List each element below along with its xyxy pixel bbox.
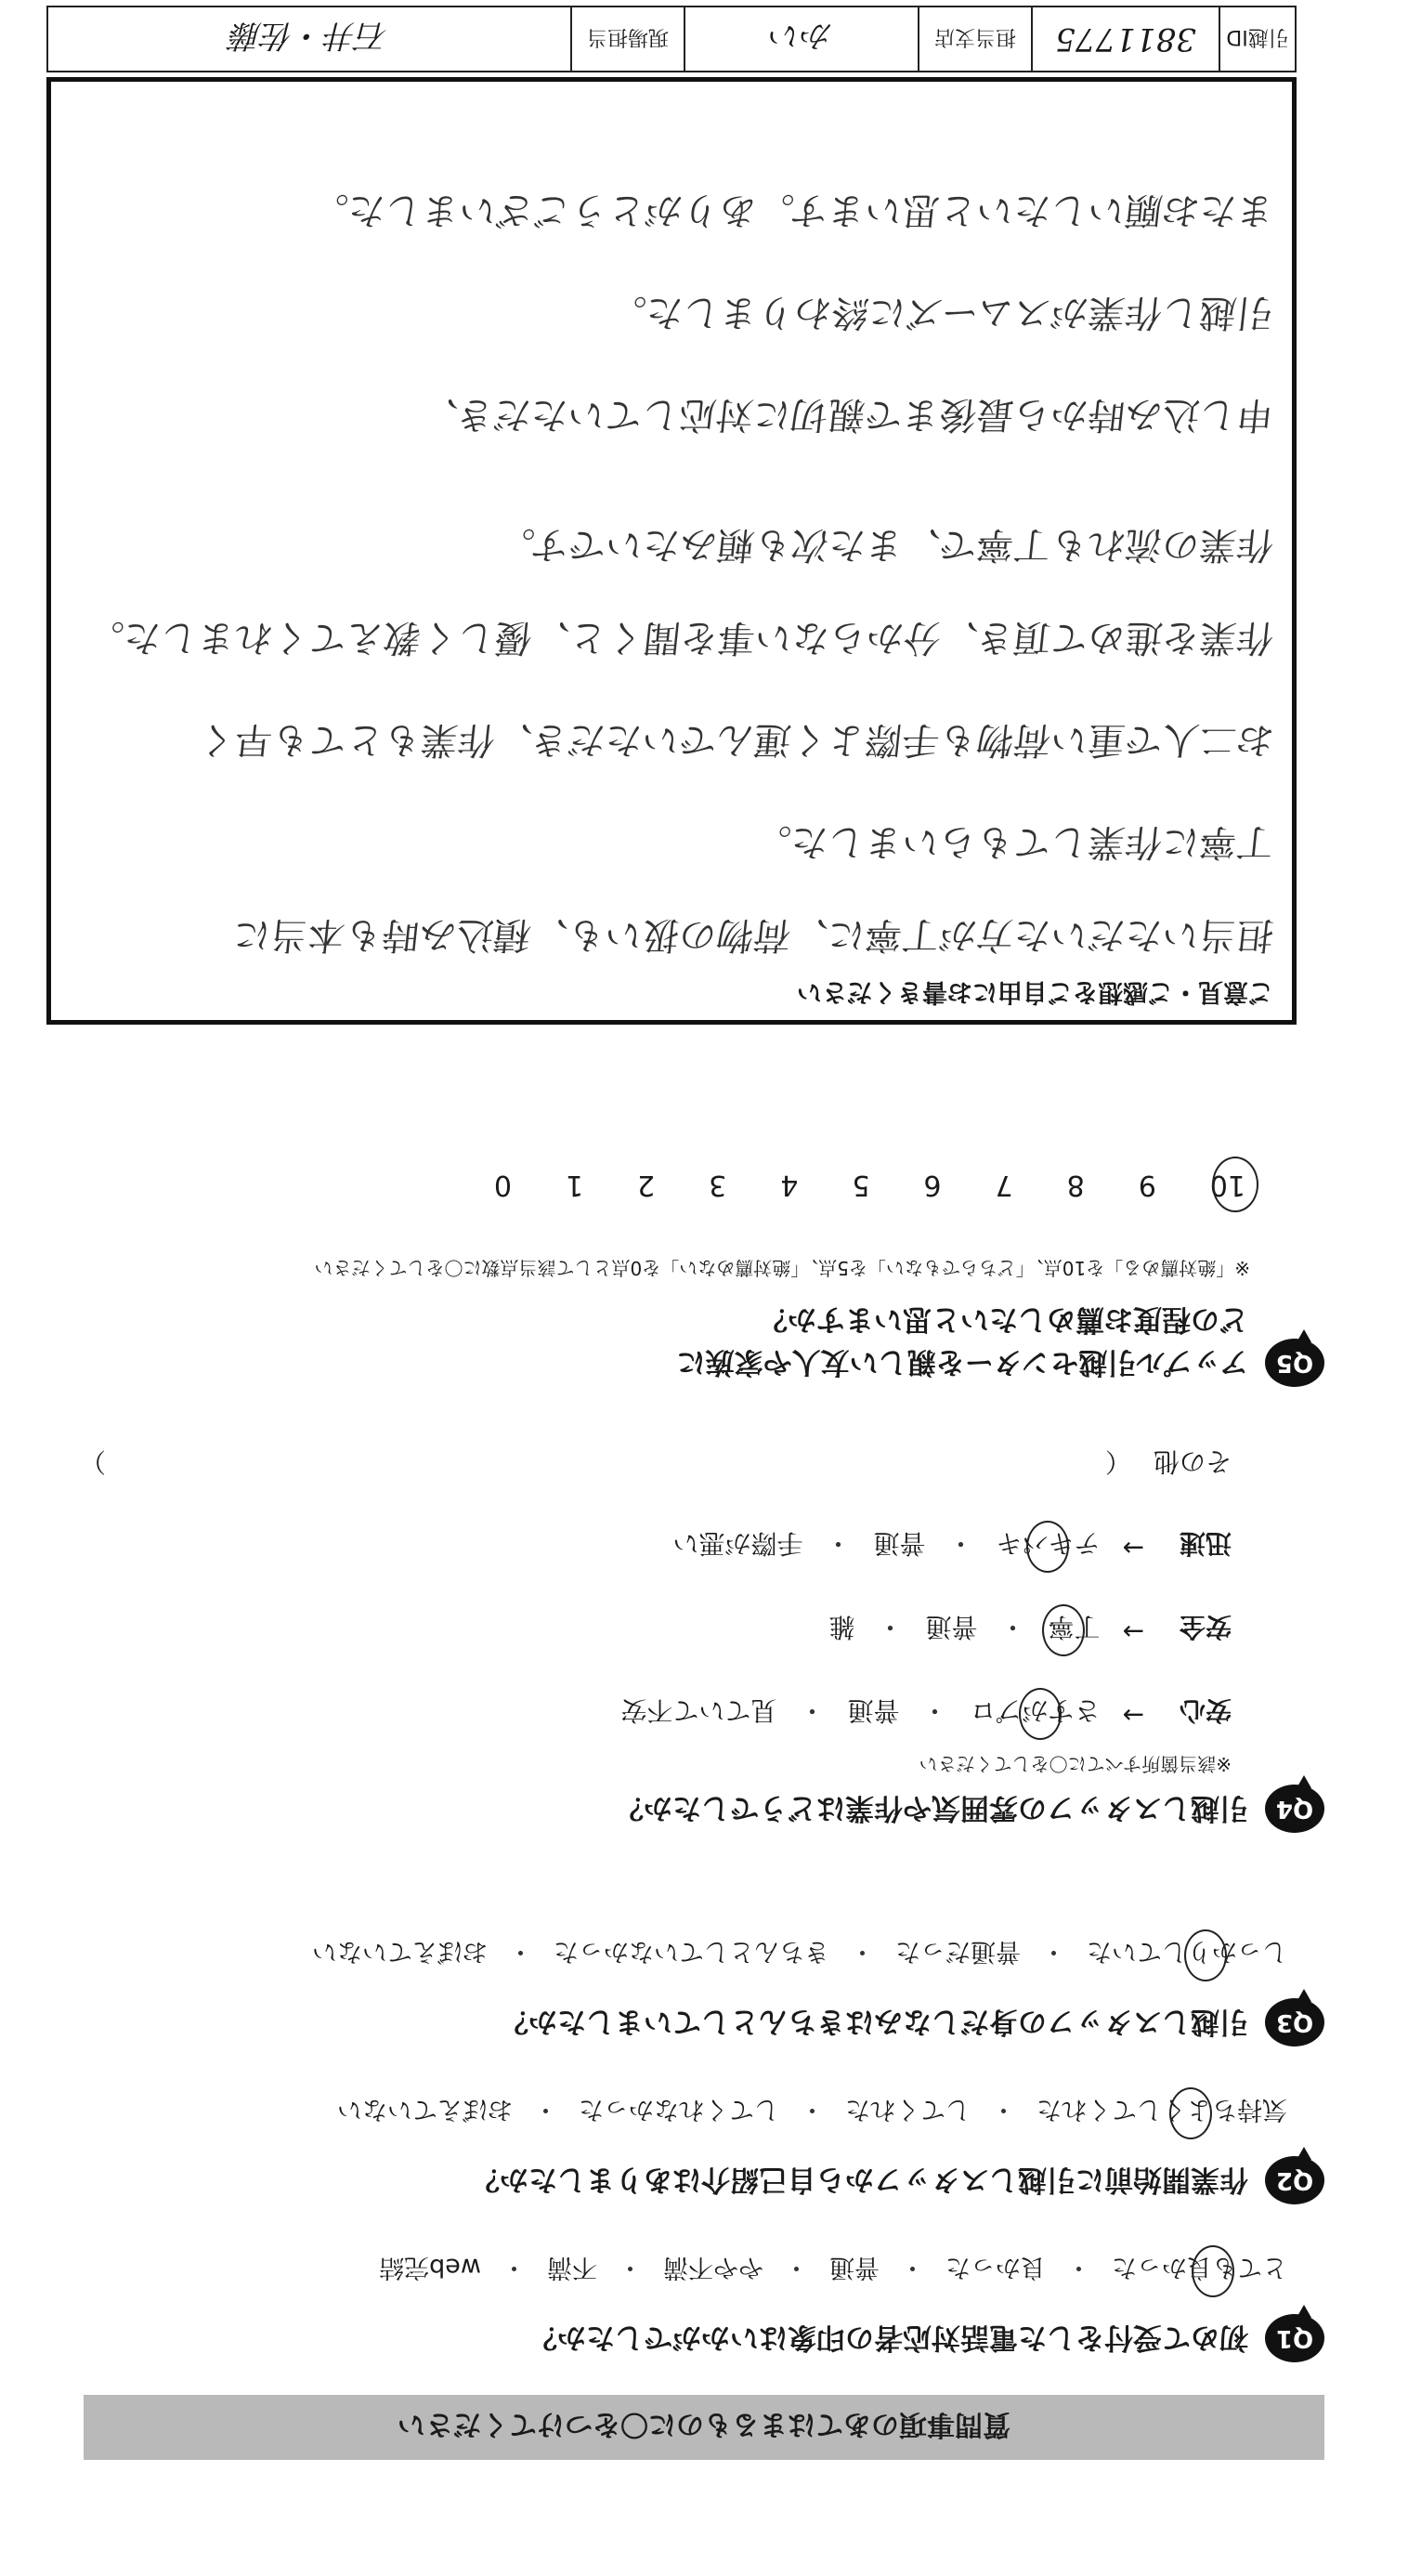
comment-line: お二人で重い荷物も手際よく運んでいただき、作業もとても早く xyxy=(195,718,1276,761)
q5-score-8[interactable]: 8 xyxy=(1066,1169,1085,1201)
q2-option-3[interactable]: おぼえていない xyxy=(337,2095,513,2124)
q4-row2-option-0[interactable]: テキパキ xyxy=(997,1526,1101,1563)
q5-score-2[interactable]: 2 xyxy=(637,1169,656,1201)
id-table xyxy=(46,6,1297,72)
comment-title: ご意見・ご感想をご自由にお書きください xyxy=(797,977,1273,1006)
q5-score-4[interactable]: 4 xyxy=(780,1169,799,1201)
q1-text: 初めて受付をした電話対応者の印象はいかがでしたか？ xyxy=(528,2321,1248,2354)
q4-row0-option-0[interactable]: さすがプロ xyxy=(971,1693,1101,1731)
arrow-icon: → xyxy=(1122,1616,1144,1647)
arrow-icon: → xyxy=(1122,1700,1144,1731)
q5-score-0[interactable]: 0 xyxy=(493,1169,512,1201)
comment-line: 申し込み時から最後まで親切に対応していただき、 xyxy=(418,393,1276,436)
comment-line: 作業の流れも丁寧で、また次も頼みたいです。 xyxy=(494,523,1276,566)
branch-value[interactable]: かい xyxy=(684,7,918,71)
question-3 xyxy=(65,1907,1324,2046)
q2-text: 作業開始前に引越しスタッフから自己紹介はありましたか？ xyxy=(471,2163,1248,2196)
q5-score-9[interactable]: 9 xyxy=(1138,1169,1156,1201)
q4-row-anzen: 安全 → 丁寧 ・ 普通 ・ 雑 xyxy=(828,1612,1232,1647)
q5-score-10[interactable]: 10 xyxy=(1209,1169,1245,1201)
q5-score-3[interactable]: 3 xyxy=(709,1169,727,1201)
q5-text-line1: アップル引越センターを親しい友人や家族に xyxy=(676,1345,1248,1379)
q1-option-2[interactable]: 普通 xyxy=(829,2253,880,2282)
q3-option-2[interactable]: きちんとしていなかった xyxy=(554,1937,829,1966)
q1-badge: Q1 xyxy=(1265,2314,1324,2362)
q3-option-1[interactable]: 普通だった xyxy=(895,1937,1021,1966)
q4-other-paren-close: ） xyxy=(80,1446,107,1477)
q4-row1-option-2[interactable]: 雑 xyxy=(828,1612,855,1642)
q1-option-5[interactable]: web完結 xyxy=(379,2253,481,2282)
q2-option-2[interactable]: してくれなかった xyxy=(579,2095,779,2124)
question-2 xyxy=(65,2065,1324,2204)
instructions-header: 質問事項のあてはまるものに〇をつけてください xyxy=(84,2395,1324,2460)
q3-text: 引越しスタッフの身だしなみはきちんとしていましたか？ xyxy=(500,2005,1248,2038)
q1-option-4[interactable]: 不満 xyxy=(547,2253,597,2282)
arrow-icon: → xyxy=(1122,1533,1144,1563)
q4-other-field[interactable] xyxy=(128,1445,1083,1482)
id-label: 引越ID xyxy=(1219,7,1295,71)
q4-other-label: その他 xyxy=(1153,1446,1232,1477)
q4-row1-option-1[interactable]: 普通 xyxy=(925,1612,978,1642)
staff-value[interactable]: 石井・佐藤 xyxy=(230,17,388,55)
q4-text: 引越しスタッフの雰囲気や作業はどうでしたか？ xyxy=(615,1791,1248,1824)
q4-row2-option-2[interactable]: 手際が悪い xyxy=(672,1528,803,1559)
q3-option-3[interactable]: おぼえていない xyxy=(312,1937,488,1966)
q2-badge: Q2 xyxy=(1265,2156,1324,2204)
q5-text-line2: どの程度お薦めしたいと思いますか？ xyxy=(759,1302,1248,1336)
q1-option-0[interactable]: とても良かった xyxy=(1112,2252,1287,2288)
q4-row0-option-2[interactable]: 見ていて不安 xyxy=(620,1695,777,1726)
q4-note: ※該当箇所すべてに〇をしてください xyxy=(919,1753,1232,1775)
q5-badge: Q5 xyxy=(1265,1339,1324,1387)
comment-box[interactable] xyxy=(46,77,1297,1025)
q4-other xyxy=(80,1445,1232,1482)
comment-line: またお願いしたいと思います。ありがとうございました。 xyxy=(308,189,1276,231)
q4-row-anshin: 安心 → さすがプロ ・ 普通 ・ 見ていて不安 xyxy=(620,1695,1232,1731)
q1-option-1[interactable]: 良かった xyxy=(945,2253,1046,2282)
q4-row-label: 安全 xyxy=(1179,1612,1232,1642)
q5-score-1[interactable]: 1 xyxy=(565,1169,584,1201)
q2-option-0[interactable]: 気持ちよくしてくれた xyxy=(1036,2094,1287,2130)
q4-row1-option-0[interactable]: 丁寧 xyxy=(1049,1610,1101,1647)
q4-row-label: 迅速 xyxy=(1179,1528,1232,1559)
q4-row-jinsoku: 迅速 → テキパキ ・ 普通 ・ 手際が悪い xyxy=(672,1528,1232,1563)
branch-label: 担当支店 xyxy=(918,7,1031,71)
question-4 xyxy=(65,1443,1324,1833)
q4-row2-option-1[interactable]: 普通 xyxy=(873,1528,926,1559)
q4-row0-option-1[interactable]: 普通 xyxy=(847,1695,900,1726)
q2-option-1[interactable]: してくれた xyxy=(845,2095,971,2124)
q1-options: とても良かった ・ 良かった ・ 普通 ・ やや不満 ・ 不満 ・ web完結 xyxy=(379,2252,1287,2288)
q2-options: 気持ちよくしてくれた ・ してくれた ・ してくれなかった ・ おぼえていない xyxy=(337,2094,1287,2130)
q4-row-label: 安心 xyxy=(1179,1695,1232,1726)
q5-score-5[interactable]: 5 xyxy=(852,1169,870,1201)
id-value[interactable]: 3811775 xyxy=(1031,7,1219,71)
question-1 xyxy=(65,2223,1324,2362)
q3-option-0[interactable]: しっかりしていた xyxy=(1087,1936,1287,1972)
comment-line: 丁寧に作業してもらいました。 xyxy=(750,820,1276,863)
q5-note: ※「絶対薦める」を10点、「どちらでもない」を5点、「絶対薦めない」を0点として該当点数に〇をしてください xyxy=(314,1257,1250,1279)
q5-scale xyxy=(494,1169,1245,1201)
q4-other-paren-open: （ xyxy=(1104,1446,1131,1477)
q5-score-7[interactable]: 7 xyxy=(995,1169,1013,1201)
comment-line: 引越し作業がスムーズに終わりました。 xyxy=(606,291,1276,333)
comment-line: 担当いただいた方が丁寧に、荷物の扱いも、積込み時も本当に xyxy=(230,913,1276,956)
q5-score-6[interactable]: 6 xyxy=(923,1169,942,1201)
q3-badge: Q3 xyxy=(1265,1998,1324,2046)
comment-line: 作業を進めて頂き、分からない事を聞くと、優しく教えてくれました。 xyxy=(84,616,1276,659)
q4-badge: Q4 xyxy=(1265,1785,1324,1833)
q3-options: しっかりしていた ・ 普通だった ・ きちんとしていなかった ・ おぼえていない xyxy=(312,1936,1287,1972)
staff-label: 現場担当 xyxy=(570,7,684,71)
q1-option-3[interactable]: やや不満 xyxy=(663,2253,763,2282)
question-5 xyxy=(65,1053,1324,1387)
